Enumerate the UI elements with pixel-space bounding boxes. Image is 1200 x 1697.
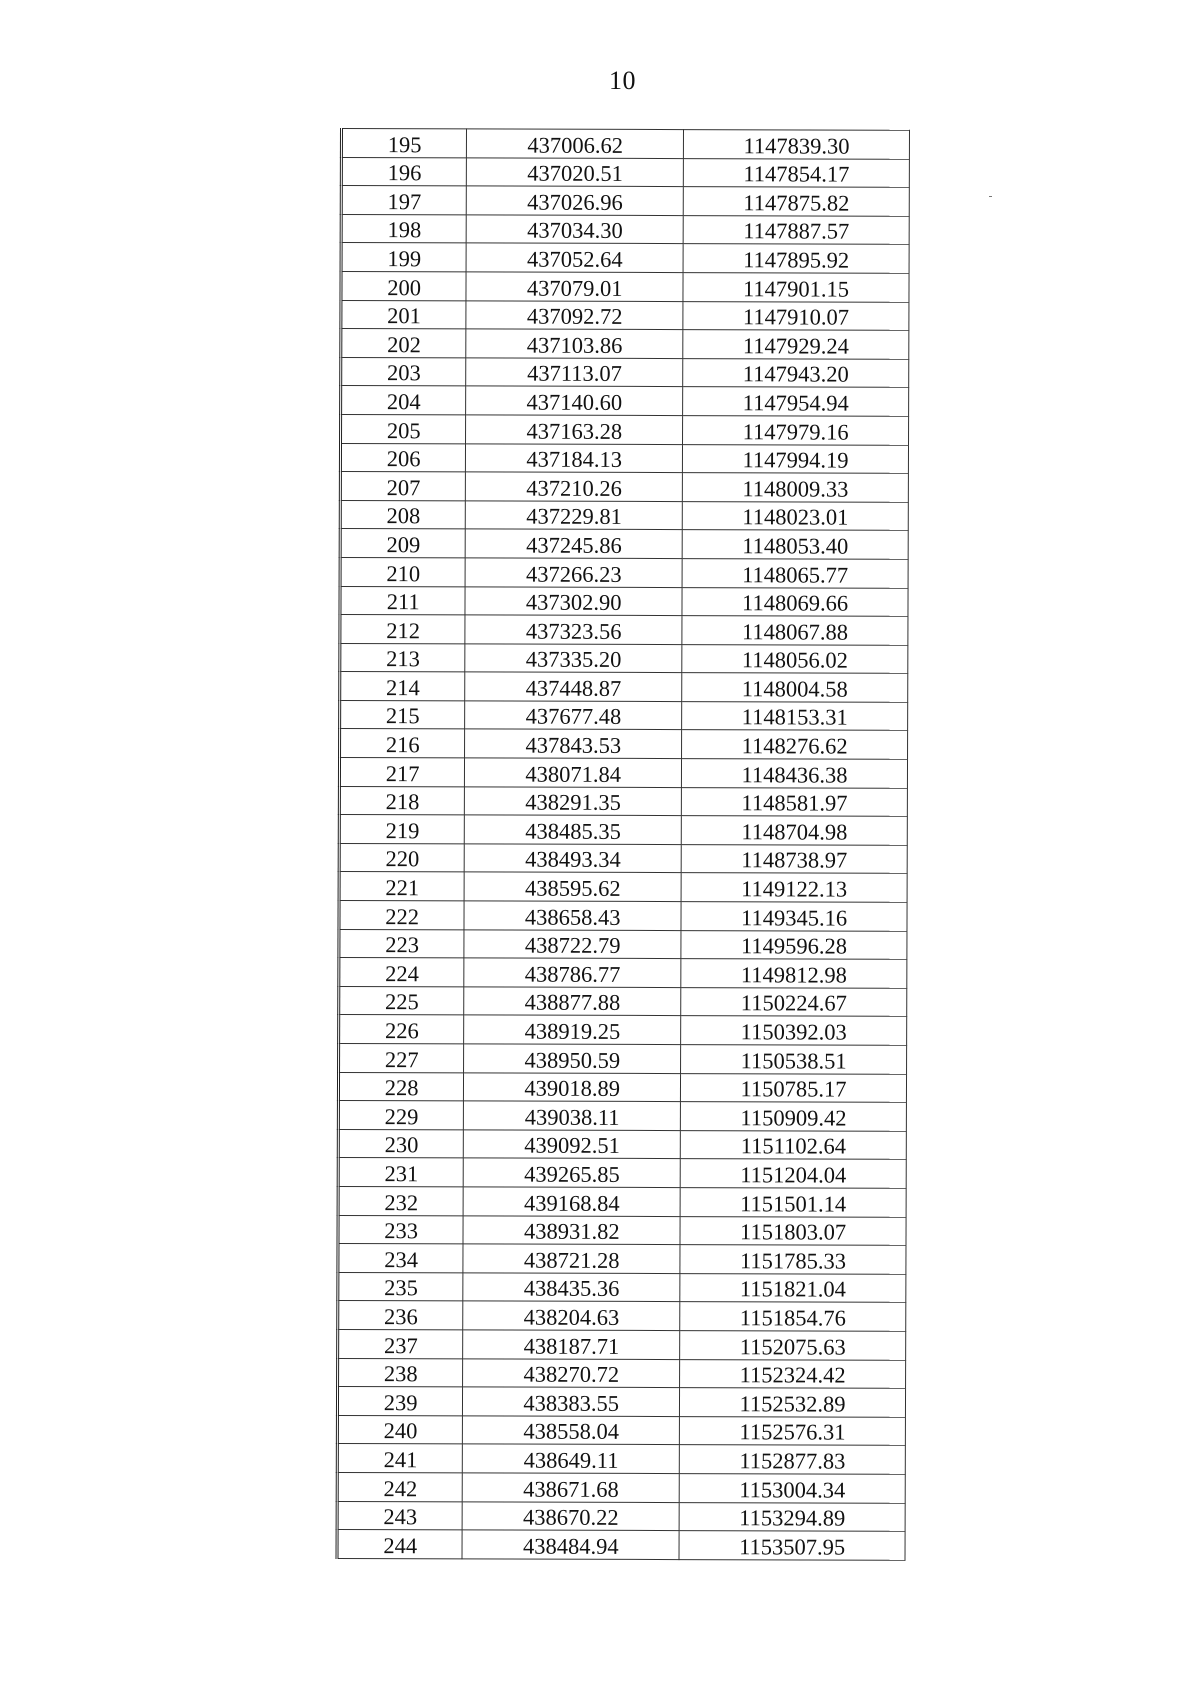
table-row xyxy=(339,958,907,988)
y-coordinate-cell: 1148067.88 xyxy=(682,616,908,645)
table-row xyxy=(337,1444,905,1474)
table-row xyxy=(340,557,908,587)
table-row xyxy=(339,901,907,931)
point-number-cell: 217 xyxy=(339,758,464,787)
table-row xyxy=(340,643,908,673)
point-number-cell: 224 xyxy=(339,958,464,987)
scan-speck xyxy=(989,196,992,197)
x-coordinate-cell: 438484.94 xyxy=(462,1530,679,1559)
point-number-cell: 241 xyxy=(337,1444,462,1473)
y-coordinate-cell: 1147839.30 xyxy=(684,130,910,159)
point-number-cell: 214 xyxy=(340,672,465,701)
x-coordinate-cell: 437229.81 xyxy=(466,501,683,530)
point-number-cell: 226 xyxy=(339,1015,464,1044)
x-coordinate-cell: 438649.11 xyxy=(463,1444,680,1473)
x-coordinate-cell: 437079.01 xyxy=(466,272,683,301)
point-number-cell: 197 xyxy=(341,186,466,215)
table-row xyxy=(339,1015,907,1045)
x-coordinate-cell: 437210.26 xyxy=(466,472,683,501)
point-number-cell: 223 xyxy=(339,929,464,958)
x-coordinate-cell: 438721.28 xyxy=(463,1244,680,1273)
table-row xyxy=(341,271,909,301)
point-number-cell: 203 xyxy=(341,357,466,386)
y-coordinate-cell: 1148069.66 xyxy=(682,587,908,616)
y-coordinate-cell: 1151821.04 xyxy=(680,1273,906,1302)
point-number-cell: 198 xyxy=(341,214,466,243)
table-row xyxy=(341,214,909,244)
y-coordinate-cell: 1148436.38 xyxy=(682,759,908,788)
point-number-cell: 204 xyxy=(341,386,466,415)
point-number-cell: 230 xyxy=(338,1129,463,1158)
x-coordinate-cell: 437677.48 xyxy=(465,701,682,730)
x-coordinate-cell: 437006.62 xyxy=(467,129,684,158)
table-row xyxy=(341,329,909,359)
x-coordinate-cell: 437323.56 xyxy=(465,615,682,644)
y-coordinate-cell: 1147854.17 xyxy=(683,158,909,187)
x-coordinate-cell: 439265.85 xyxy=(464,1158,681,1187)
y-coordinate-cell: 1147943.20 xyxy=(683,358,909,387)
table-row xyxy=(337,1387,905,1417)
table-row xyxy=(339,758,907,788)
point-number-cell: 244 xyxy=(337,1530,462,1559)
x-coordinate-cell: 437092.72 xyxy=(466,300,683,329)
point-number-cell: 205 xyxy=(341,414,466,443)
point-number-cell: 202 xyxy=(341,329,466,358)
table-row xyxy=(341,243,909,273)
table-row xyxy=(340,615,908,645)
table-row xyxy=(337,1415,905,1445)
y-coordinate-cell: 1148581.97 xyxy=(681,787,907,816)
point-number-cell: 227 xyxy=(339,1044,464,1073)
x-coordinate-cell: 439092.51 xyxy=(464,1130,681,1159)
x-coordinate-cell: 437140.60 xyxy=(466,386,683,415)
y-coordinate-cell: 1147929.24 xyxy=(683,330,909,359)
y-coordinate-cell: 1153004.34 xyxy=(679,1473,905,1502)
y-coordinate-cell: 1152877.83 xyxy=(679,1445,905,1474)
table-row xyxy=(341,300,909,330)
point-number-cell: 211 xyxy=(340,586,465,615)
x-coordinate-cell: 437052.64 xyxy=(466,243,683,272)
table-row xyxy=(339,929,907,959)
x-coordinate-cell: 439168.84 xyxy=(463,1187,680,1216)
coordinates-table xyxy=(336,128,910,1560)
y-coordinate-cell: 1150392.03 xyxy=(681,1016,907,1045)
x-coordinate-cell: 438671.68 xyxy=(463,1473,680,1502)
y-coordinate-cell: 1151785.33 xyxy=(680,1245,906,1274)
table-row xyxy=(340,443,908,473)
point-number-cell: 216 xyxy=(340,729,465,758)
table-row xyxy=(341,129,909,159)
point-number-cell: 232 xyxy=(338,1186,463,1215)
point-number-cell: 208 xyxy=(340,500,465,529)
point-number-cell: 231 xyxy=(338,1158,463,1187)
table-row xyxy=(340,672,908,702)
y-coordinate-cell: 1147895.92 xyxy=(683,244,909,273)
point-number-cell: 221 xyxy=(339,872,464,901)
x-coordinate-cell: 438558.04 xyxy=(463,1416,680,1445)
x-coordinate-cell: 438493.34 xyxy=(465,844,682,873)
table-row xyxy=(339,815,907,845)
point-number-cell: 206 xyxy=(340,443,465,472)
x-coordinate-cell: 438071.84 xyxy=(465,758,682,787)
table-row xyxy=(338,1129,906,1159)
table-row xyxy=(341,386,909,416)
table-row xyxy=(341,186,909,216)
y-coordinate-cell: 1147901.15 xyxy=(683,273,909,302)
y-coordinate-cell: 1148704.98 xyxy=(681,816,907,845)
table-row xyxy=(338,1101,906,1131)
y-coordinate-cell: 1150909.42 xyxy=(681,1102,907,1131)
x-coordinate-cell: 437163.28 xyxy=(466,415,683,444)
point-number-cell: 242 xyxy=(337,1472,462,1501)
point-number-cell: 220 xyxy=(339,843,464,872)
y-coordinate-cell: 1149812.98 xyxy=(681,959,907,988)
x-coordinate-cell: 438877.88 xyxy=(464,987,681,1016)
point-number-cell: 239 xyxy=(337,1387,462,1416)
y-coordinate-cell: 1153507.95 xyxy=(679,1531,905,1560)
y-coordinate-cell: 1152324.42 xyxy=(680,1359,906,1388)
point-number-cell: 233 xyxy=(338,1215,463,1244)
table-row xyxy=(338,1358,906,1388)
table-row xyxy=(337,1530,905,1560)
point-number-cell: 234 xyxy=(338,1244,463,1273)
point-number-cell: 195 xyxy=(341,129,466,158)
table-row xyxy=(341,357,909,387)
x-coordinate-cell: 438722.79 xyxy=(464,930,681,959)
y-coordinate-cell: 1147979.16 xyxy=(683,416,909,445)
table-row xyxy=(338,1272,906,1302)
point-number-cell: 219 xyxy=(339,815,464,844)
y-coordinate-cell: 1148738.97 xyxy=(681,844,907,873)
point-number-cell: 228 xyxy=(338,1072,463,1101)
table-row xyxy=(339,786,907,816)
x-coordinate-cell: 438383.55 xyxy=(463,1387,680,1416)
table-row xyxy=(340,529,908,559)
y-coordinate-cell: 1150224.67 xyxy=(681,987,907,1016)
table-row xyxy=(338,1301,906,1331)
x-coordinate-cell: 437103.86 xyxy=(466,329,683,358)
table-row xyxy=(340,500,908,530)
y-coordinate-cell: 1148276.62 xyxy=(682,730,908,759)
y-coordinate-cell: 1151501.14 xyxy=(680,1188,906,1217)
x-coordinate-cell: 438187.71 xyxy=(463,1330,680,1359)
y-coordinate-cell: 1148153.31 xyxy=(682,701,908,730)
point-number-cell: 209 xyxy=(340,529,465,558)
x-coordinate-cell: 438270.72 xyxy=(463,1358,680,1387)
table-row xyxy=(338,1158,906,1188)
x-coordinate-cell: 437113.07 xyxy=(466,358,683,387)
x-coordinate-cell: 438931.82 xyxy=(463,1215,680,1244)
x-coordinate-cell: 438658.43 xyxy=(464,901,681,930)
table-row xyxy=(337,1472,905,1502)
point-number-cell: 236 xyxy=(338,1301,463,1330)
point-number-cell: 200 xyxy=(341,271,466,300)
y-coordinate-cell: 1148009.33 xyxy=(682,473,908,502)
point-number-cell: 201 xyxy=(341,300,466,329)
x-coordinate-cell: 437448.87 xyxy=(465,672,682,701)
y-coordinate-cell: 1148056.02 xyxy=(682,644,908,673)
point-number-cell: 240 xyxy=(337,1415,462,1444)
point-number-cell: 222 xyxy=(339,901,464,930)
y-coordinate-cell: 1147875.82 xyxy=(683,187,909,216)
point-number-cell: 196 xyxy=(341,157,466,186)
point-number-cell: 207 xyxy=(340,472,465,501)
y-coordinate-cell: 1150785.17 xyxy=(681,1073,907,1102)
x-coordinate-cell: 437302.90 xyxy=(465,586,682,615)
y-coordinate-cell: 1150538.51 xyxy=(681,1045,907,1074)
x-coordinate-cell: 437266.23 xyxy=(465,558,682,587)
table-row xyxy=(341,157,909,187)
x-coordinate-cell: 438485.35 xyxy=(465,815,682,844)
y-coordinate-cell: 1147910.07 xyxy=(683,301,909,330)
table-row xyxy=(338,1244,906,1274)
y-coordinate-cell: 1152532.89 xyxy=(680,1388,906,1417)
table-row xyxy=(338,1215,906,1245)
x-coordinate-cell: 437034.30 xyxy=(466,215,683,244)
table-row xyxy=(338,1329,906,1359)
table-row xyxy=(339,843,907,873)
x-coordinate-cell: 437184.13 xyxy=(466,443,683,472)
y-coordinate-cell: 1151102.64 xyxy=(680,1130,906,1159)
y-coordinate-cell: 1152576.31 xyxy=(680,1416,906,1445)
x-coordinate-cell: 437335.20 xyxy=(465,644,682,673)
point-number-cell: 199 xyxy=(341,243,466,272)
y-coordinate-cell: 1148053.40 xyxy=(682,530,908,559)
y-coordinate-cell: 1147954.94 xyxy=(683,387,909,416)
point-number-cell: 210 xyxy=(340,557,465,586)
y-coordinate-cell: 1147887.57 xyxy=(683,215,909,244)
coordinates-table-body xyxy=(337,129,909,1560)
table-row xyxy=(340,700,908,730)
table-row xyxy=(340,586,908,616)
y-coordinate-cell: 1148004.58 xyxy=(682,673,908,702)
table-row xyxy=(338,1186,906,1216)
y-coordinate-cell: 1151204.04 xyxy=(680,1159,906,1188)
y-coordinate-cell: 1149596.28 xyxy=(681,930,907,959)
point-number-cell: 212 xyxy=(340,615,465,644)
y-coordinate-cell: 1149122.13 xyxy=(681,873,907,902)
x-coordinate-cell: 438950.59 xyxy=(464,1044,681,1073)
point-number-cell: 218 xyxy=(339,786,464,815)
x-coordinate-cell: 438919.25 xyxy=(464,1015,681,1044)
x-coordinate-cell: 438670.22 xyxy=(462,1501,679,1530)
table-row xyxy=(341,414,909,444)
x-coordinate-cell: 437020.51 xyxy=(467,157,684,186)
table-row xyxy=(337,1501,905,1531)
x-coordinate-cell: 438786.77 xyxy=(464,958,681,987)
point-number-cell: 238 xyxy=(338,1358,463,1387)
point-number-cell: 225 xyxy=(339,986,464,1015)
point-number-cell: 213 xyxy=(340,643,465,672)
x-coordinate-cell: 439018.89 xyxy=(464,1072,681,1101)
y-coordinate-cell: 1151854.76 xyxy=(680,1302,906,1331)
x-coordinate-cell: 438435.36 xyxy=(463,1273,680,1302)
point-number-cell: 235 xyxy=(338,1272,463,1301)
y-coordinate-cell: 1153294.89 xyxy=(679,1502,905,1531)
y-coordinate-cell: 1147994.19 xyxy=(683,444,909,473)
point-number-cell: 229 xyxy=(338,1101,463,1130)
table-row xyxy=(340,729,908,759)
x-coordinate-cell: 438595.62 xyxy=(464,872,681,901)
y-coordinate-cell: 1148065.77 xyxy=(682,558,908,587)
table-row xyxy=(338,1072,906,1102)
y-coordinate-cell: 1148023.01 xyxy=(682,501,908,530)
x-coordinate-cell: 437026.96 xyxy=(467,186,684,215)
y-coordinate-cell: 1152075.63 xyxy=(680,1331,906,1360)
x-coordinate-cell: 438291.35 xyxy=(465,787,682,816)
x-coordinate-cell: 438204.63 xyxy=(463,1301,680,1330)
x-coordinate-cell: 437245.86 xyxy=(466,529,683,558)
point-number-cell: 237 xyxy=(338,1329,463,1358)
y-coordinate-cell: 1151803.07 xyxy=(680,1216,906,1245)
point-number-cell: 215 xyxy=(340,700,465,729)
point-number-cell: 243 xyxy=(337,1501,462,1530)
x-coordinate-cell: 437843.53 xyxy=(465,729,682,758)
x-coordinate-cell: 439038.11 xyxy=(464,1101,681,1130)
y-coordinate-cell: 1149345.16 xyxy=(681,902,907,931)
page-number: 10 xyxy=(609,66,636,95)
table-row xyxy=(340,472,908,502)
table-row xyxy=(339,872,907,902)
table-row xyxy=(339,986,907,1016)
table-row xyxy=(339,1044,907,1074)
